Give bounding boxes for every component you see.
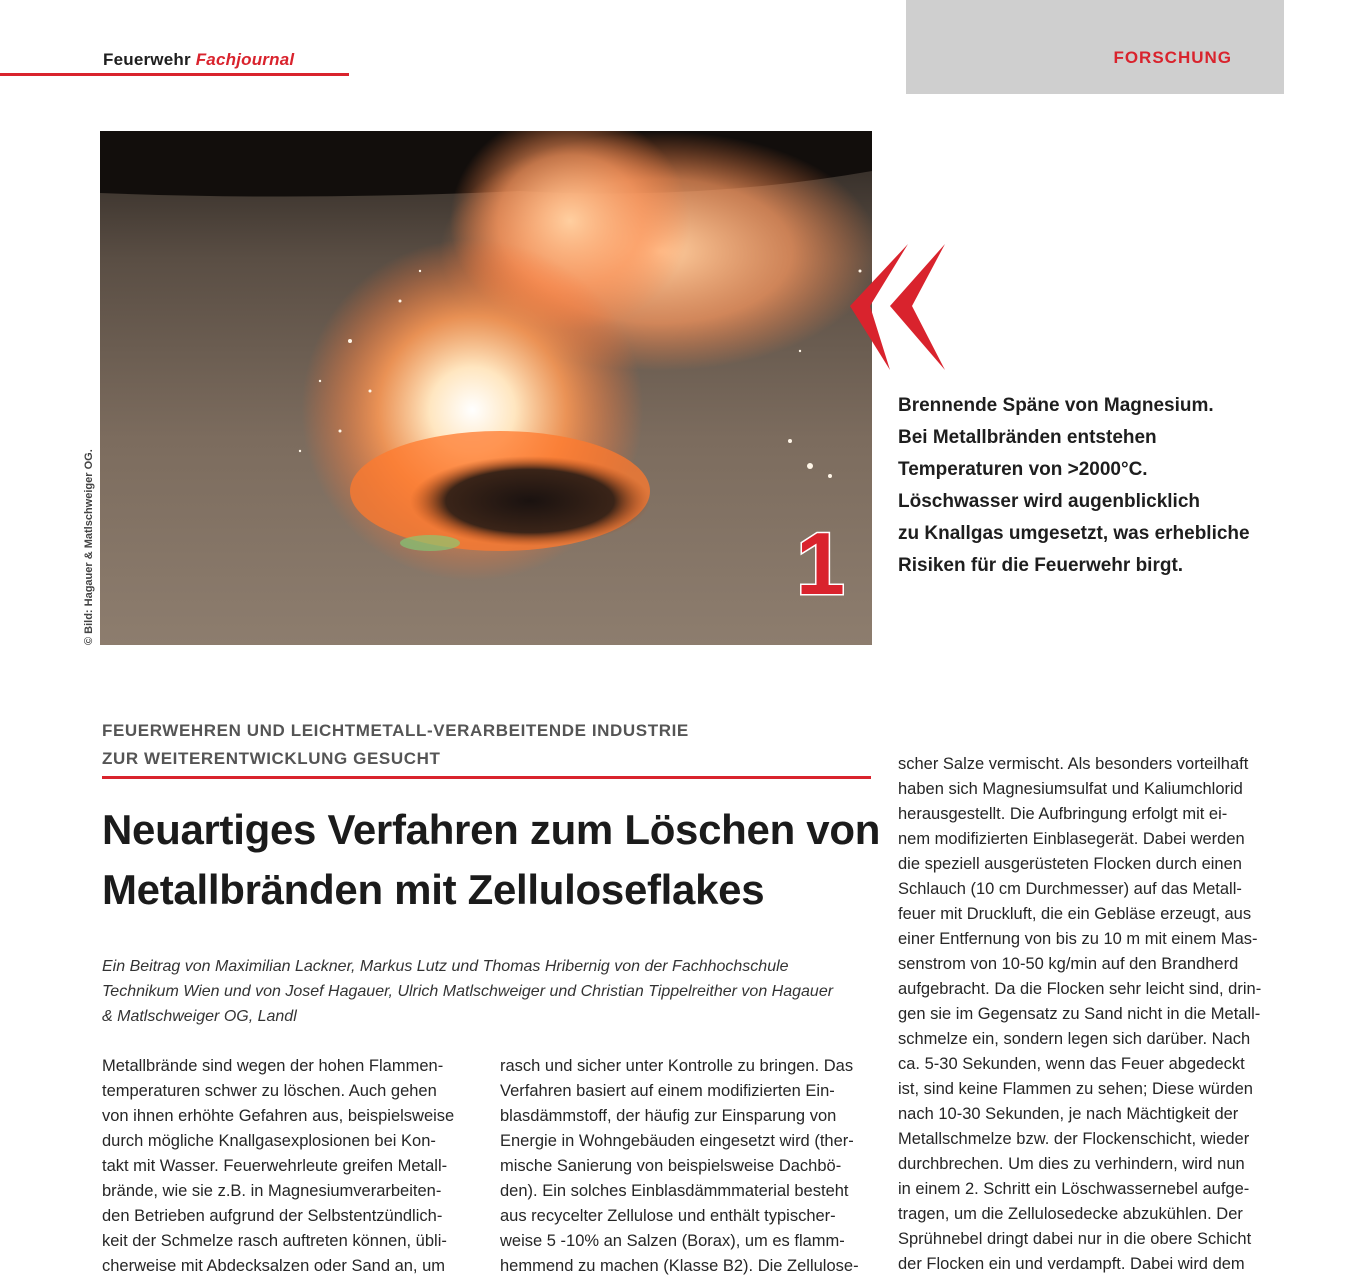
text-line: Metallschmelze bzw. der Flockenschicht, wieder — [898, 1130, 1250, 1148]
header-rule — [0, 73, 349, 76]
kicker-line: ZUR WEITERENTWICKLUNG GESUCHT — [102, 749, 441, 768]
text-line: Energie in Wohngebäuden eingesetzt wird (ther- — [500, 1132, 854, 1150]
text-line: der Flocken ein und verdampft. Dabei wird dem — [898, 1255, 1245, 1273]
text-line: Verfahren basiert auf einem modifizierten Ein- — [500, 1082, 835, 1100]
text-line: nach 10-30 Sekunden, je nach Mächtigkeit der — [898, 1105, 1239, 1123]
photo-credit: © Bild: Hagauer & Matlschweiger OG. — [83, 449, 95, 645]
text-line: herausgestellt. Die Aufbringung erfolgt mit ei- — [898, 805, 1228, 823]
text-line: weise 5 -10% an Salzen (Borax), um es flamm- — [500, 1232, 845, 1250]
text-line: ca. 5-30 Sekunden, wenn das Feuer abgedeckt — [898, 1055, 1245, 1073]
text-line: aufgebracht. Da die Flocken sehr leicht sind, drin- — [898, 980, 1262, 998]
body-column-3 — [898, 752, 1270, 1277]
article-byline — [102, 954, 862, 1029]
byline-line: Technikum Wien und von Josef Hagauer, Ulrich Matlschweiger und Christian Tippelreither von Hagauer — [102, 983, 834, 1000]
caption-line: Bei Metallbränden entstehen — [898, 427, 1157, 448]
double-chevron-left-icon — [850, 244, 950, 372]
text-line: gen sie im Gegensatz zu Sand nicht in die Metall- — [898, 1005, 1261, 1023]
text-line: nem modifizierten Einblasegerät. Dabei werden — [898, 830, 1245, 848]
article-title — [102, 800, 880, 920]
text-line: durchbrechen. Um dies zu verhindern, wird nun — [898, 1155, 1245, 1173]
text-line: temperaturen schwer zu löschen. Auch gehen — [102, 1082, 437, 1100]
text-line: senstrom von 10-50 kg/min auf den Brandherd — [898, 955, 1239, 973]
magnesium-fire-image — [100, 131, 872, 645]
text-line: in einem 2. Schritt ein Löschwassernebel aufge- — [898, 1180, 1250, 1198]
journal-title-main: Feuerwehr — [103, 50, 191, 69]
caption-line: Brennende Späne von Magnesium. — [898, 395, 1214, 416]
kicker-rule — [102, 776, 871, 779]
text-line: einer Entfernung von bis zu 10 m mit einem Mas- — [898, 930, 1258, 948]
article-kicker — [102, 717, 689, 773]
journal-title-accent: Fachjournal — [195, 50, 295, 69]
text-line: tragen, um die Zellulosedecke abzukühlen. Der — [898, 1205, 1243, 1223]
text-line: ist, sind keine Flammen zu sehen; Diese würden — [898, 1080, 1253, 1098]
text-line: takt mit Wasser. Feuerwehrleute greifen Metall- — [102, 1157, 448, 1175]
journal-title — [103, 50, 294, 70]
text-line: brände, wie sie z.B. in Magnesiumverarbeiten- — [102, 1182, 442, 1200]
caption-line: Löschwasser wird augenblicklich — [898, 491, 1200, 512]
text-line: durch mögliche Knallgasexplosionen bei Kon- — [102, 1132, 436, 1150]
caption-line: Risiken für die Feuerwehr birgt. — [898, 555, 1184, 576]
fire-photo — [100, 131, 872, 645]
body-column-1 — [102, 1054, 474, 1279]
text-line: Schlauch (10 cm Durchmesser) auf das Metall- — [898, 880, 1242, 898]
text-line: von ihnen erhöhte Gefahren aus, beispielsweise — [102, 1107, 455, 1125]
figure-number: 1 — [796, 514, 845, 613]
text-line: Sprühnebel dringt dabei nur in die obere Schicht — [898, 1230, 1252, 1248]
text-line: cherweise mit Abdecksalzen oder Sand an, um — [102, 1257, 446, 1275]
text-line: feuer mit Druckluft, die ein Gebläse erzeugt, aus — [898, 905, 1252, 923]
title-line: Metallbränden mit Zelluloseflakes — [102, 866, 765, 913]
text-line: blasdämmstoff, der häufig zur Einsparung von — [500, 1107, 837, 1125]
text-line: schmelze ein, sondern legen sich darüber. Nach — [898, 1030, 1251, 1048]
kicker-line: FEUERWEHREN UND LEICHTMETALL-VERARBEITENDE INDUSTRIE — [102, 721, 689, 740]
title-line: Neuartiges Verfahren zum Löschen von — [102, 806, 881, 853]
text-line: scher Salze vermischt. Als besonders vorteilhaft — [898, 755, 1249, 773]
body-column-2 — [500, 1054, 872, 1279]
section-header-box — [906, 0, 1284, 94]
section-label: FORSCHUNG — [1113, 48, 1232, 67]
caption-line: zu Knallgas umgesetzt, was erhebliche — [898, 523, 1250, 544]
text-line: mische Sanierung von beispielsweise Dachbö- — [500, 1157, 842, 1175]
byline-line: Ein Beitrag von Maximilian Lackner, Markus Lutz und Thomas Hribernig von der Fachhochschule — [102, 958, 789, 975]
text-line: haben sich Magnesiumsulfat und Kaliumchlorid — [898, 780, 1243, 798]
text-line: rasch und sicher unter Kontrolle zu bringen. Das — [500, 1057, 854, 1075]
text-line: die speziell ausgerüsteten Flocken durch einen — [898, 855, 1242, 873]
text-line: keit der Schmelze rasch auftreten können, übli- — [102, 1232, 447, 1250]
byline-line: & Matlschweiger OG, Landl — [102, 1008, 297, 1025]
text-line: aus recycelter Zellulose und enthält typischer- — [500, 1207, 836, 1225]
text-line: hemmend zu machen (Klasse B2). Die Zellulose- — [500, 1257, 859, 1275]
caption-line: Temperaturen von >2000°C. — [898, 459, 1148, 480]
text-line: Metallbrände sind wegen der hohen Flammen- — [102, 1057, 444, 1075]
text-line: den). Ein solches Einblasdämmmaterial besteht — [500, 1182, 849, 1200]
text-line: den Betrieben aufgrund der Selbstentzündlich- — [102, 1207, 443, 1225]
figure-caption — [898, 390, 1278, 582]
